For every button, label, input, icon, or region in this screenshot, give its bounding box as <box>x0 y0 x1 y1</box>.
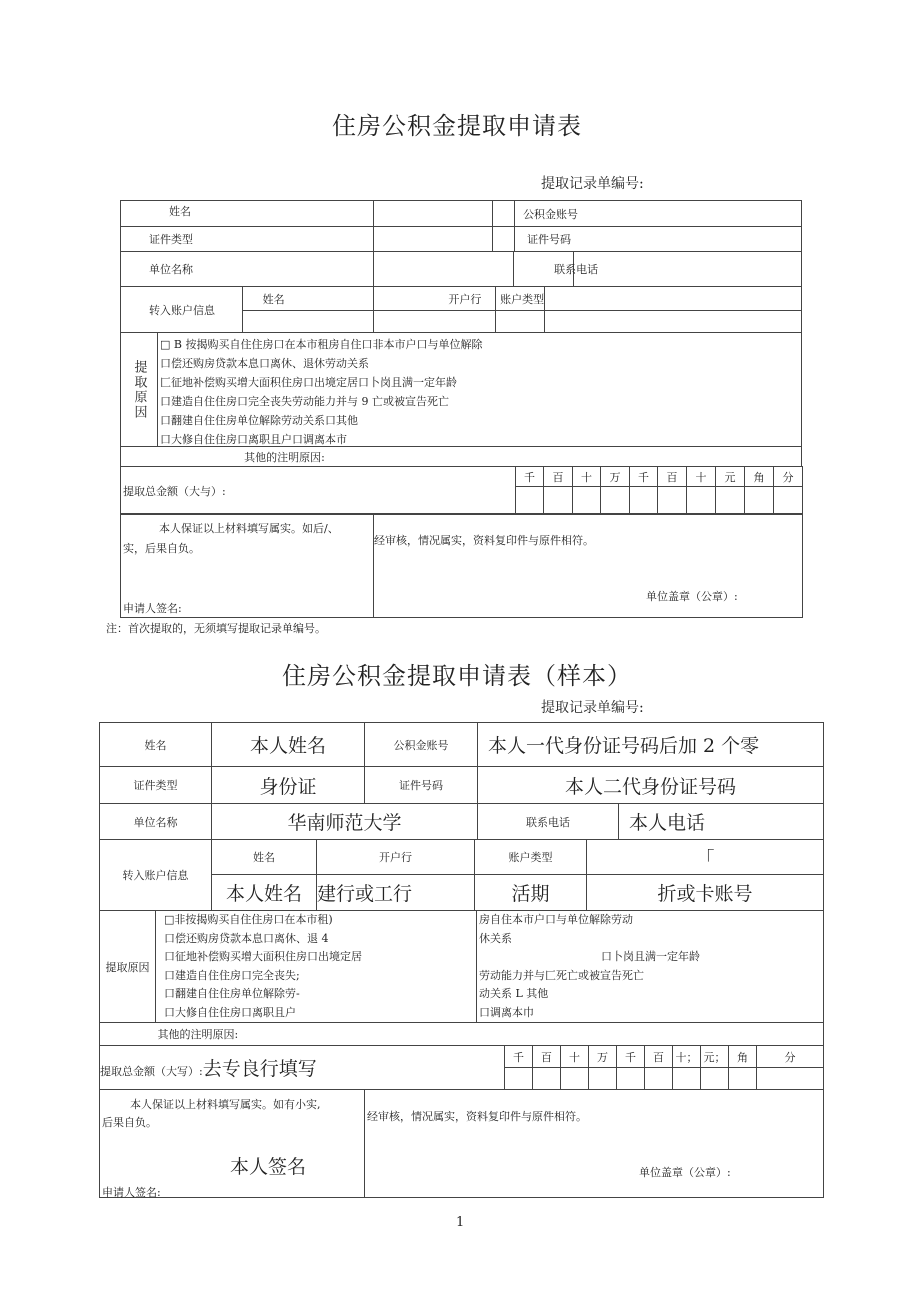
digit-field[interactable] <box>573 487 601 515</box>
id-type-value[interactable]: 身份证 <box>212 767 365 804</box>
unit-value[interactable]: 华南师范大学 <box>212 804 478 840</box>
t-bank-label-2: 开户行 <box>317 840 475 875</box>
pledge-cell-2 <box>100 1090 365 1198</box>
digit-field[interactable] <box>617 1068 645 1090</box>
digit-field[interactable] <box>630 487 658 515</box>
digit-qian2: 千 <box>630 467 658 487</box>
t-type-label-2: 账户类型 <box>475 840 587 875</box>
seal-label: 单位盖章（公章）: <box>646 590 738 603</box>
digit-bai: 百 <box>533 1046 561 1068</box>
reason-list-right <box>477 911 824 1023</box>
digit-wan: 万 <box>601 467 630 487</box>
id-type-field[interactable] <box>374 227 493 252</box>
reason-item[interactable]: 口偿还购房贷款本息口离休、退休劳动关系 <box>160 357 369 370</box>
digit-jiao: 角 <box>745 467 774 487</box>
t-name-value[interactable]: 本人姓名 <box>212 875 317 911</box>
reason-item[interactable]: 口翻建自住住房单位解除劳- <box>164 987 300 1000</box>
reason-item: 休关系 <box>479 931 512 945</box>
digit-field[interactable] <box>658 487 687 515</box>
id-no-label: 证件号码 <box>493 227 515 252</box>
id-type-label-2: 证件类型 <box>100 767 212 804</box>
id-no-label-2: 证件号码 <box>365 767 478 804</box>
t-account-value-field[interactable] <box>545 311 802 333</box>
sign-label: 申请人签名: <box>123 602 182 615</box>
reason-list <box>158 333 482 446</box>
digit-shi2: 十 <box>687 467 716 487</box>
t-name-label-2: 姓名 <box>212 840 317 875</box>
amount-label: 提取总金额（大与）: <box>121 467 516 515</box>
digit-field[interactable] <box>716 487 745 515</box>
t-type-field[interactable] <box>496 311 545 333</box>
digit-shi: 十 <box>573 467 601 487</box>
transfer-label: 转入账户信息 <box>121 287 243 333</box>
digit-field[interactable] <box>729 1068 757 1090</box>
review-cell <box>374 514 803 618</box>
reason-label-2: 提取原因 <box>100 911 156 1023</box>
pledge-line2: 实，后果自负。 <box>123 542 200 555</box>
reason-item[interactable]: □ B 按揭购买自住住房口在本市租房自住口非本市户口与单位解除 <box>160 338 483 351</box>
digit-field[interactable] <box>645 1068 673 1090</box>
account-label-2: 公积金账号 <box>365 723 478 767</box>
amount-cell-2 <box>100 1046 505 1090</box>
reason-label: 提取原因 <box>121 333 158 446</box>
digit-bai2: 百 <box>658 467 687 487</box>
digit-yuan: 元 <box>716 467 745 487</box>
form1-sign-table <box>120 513 803 618</box>
id-type-label: 证件类型 <box>121 227 374 252</box>
digit-field[interactable] <box>561 1068 589 1090</box>
digit-field[interactable] <box>589 1068 617 1090</box>
digit-jiao: 角 <box>729 1046 757 1068</box>
t-bank-field[interactable] <box>374 311 496 333</box>
phone-value[interactable]: 本人电话 <box>619 804 824 840</box>
t-type-value[interactable]: 活期 <box>475 875 587 911</box>
phone-label: 联系电话 <box>514 252 573 287</box>
form1-title: 住房公积金提取申请表 <box>332 112 582 140</box>
digit-field[interactable] <box>601 487 630 515</box>
digit-yuan: 元； <box>701 1046 729 1068</box>
form2-amount-table <box>99 1045 824 1090</box>
reason-item[interactable]: 匚征地补偿购买增大面积住房口出境定居口卜岗且满一定年龄 <box>160 376 457 389</box>
id-no-value[interactable]: 本人二代身份证号码 <box>478 767 824 804</box>
footnote: 注：首次提取的，无须填写提取记录单编号。 <box>106 622 326 635</box>
form2-title: 住房公积金提取申请表（样本） <box>282 662 632 690</box>
form2-transfer-table <box>99 839 824 911</box>
reason-item[interactable]: 口建造自住住房口完全丧失; <box>164 968 300 982</box>
sign-label-2: 申请人签名: <box>102 1186 161 1199</box>
form1-amount-table <box>120 466 803 515</box>
t-name-field[interactable] <box>242 311 374 333</box>
form2-reason-table <box>99 910 824 1046</box>
other-reason-label: 其他的注明原因: <box>242 447 801 467</box>
unit-field[interactable] <box>374 252 514 287</box>
reason-item[interactable]: 口偿还购房贷款本息口离休、退 4 <box>164 931 329 945</box>
digit-field[interactable] <box>673 1068 701 1090</box>
seal-label-2: 单位盖章（公章）: <box>639 1166 731 1179</box>
digit-shi: 十 <box>561 1046 589 1068</box>
form2-sign-table <box>99 1089 824 1198</box>
digit-field[interactable] <box>505 1068 533 1090</box>
reason-item: 房自住本市户口与单位解除劳动 <box>479 913 633 926</box>
digit-field[interactable] <box>701 1068 729 1090</box>
digit-qian: 千 <box>505 1046 533 1068</box>
pledge-line1: 本人保证以上材料填写属实。如后/、 <box>159 522 339 535</box>
reason-item: 口卜岗且满一定年龄 <box>601 950 700 963</box>
account-label: 公积金账号 <box>493 201 515 227</box>
digit-field[interactable] <box>516 487 544 515</box>
review-text: 经审核，情况属实，资料复印件与原件相符。 <box>374 534 594 547</box>
reason-item[interactable]: 口征地补偿购买增大面积住房口出境定居 <box>164 950 362 963</box>
reason-list-left <box>156 911 477 1023</box>
reason-item: 劳动能力并与匚死亡或被宣告死亡 <box>479 968 644 982</box>
name-label: 姓名 <box>169 205 191 218</box>
digit-field[interactable] <box>745 487 774 515</box>
reason-item: 口调离本巾 <box>479 1005 534 1019</box>
reason-item: 动关系 L 其他 <box>479 987 549 1000</box>
digit-field[interactable] <box>757 1068 824 1090</box>
digit-shi2: 十； <box>673 1046 701 1068</box>
digit-wan: 万 <box>589 1046 617 1068</box>
t-mark: 「 <box>587 840 824 875</box>
digit-qian2: 千 <box>617 1046 645 1068</box>
sign-value[interactable]: 本人签名 <box>230 1156 307 1178</box>
name-value[interactable]: 本人姓名 <box>212 723 365 767</box>
page-number: 1 <box>456 1215 465 1230</box>
digit-field[interactable] <box>533 1068 561 1090</box>
digit-field[interactable] <box>774 487 803 515</box>
form2-table <box>99 722 824 840</box>
reason-item[interactable]: □非按揭购买自住住房口在本市租) <box>164 913 333 926</box>
unit-label: 单位名称 <box>121 252 374 287</box>
form2-record-no-label: 提取记录单编号: <box>541 700 644 716</box>
pledge-cell <box>121 514 374 618</box>
digit-field[interactable] <box>544 487 573 515</box>
t-type-label: 账户类型 <box>496 287 545 311</box>
t-account-value[interactable]: 折或卡账号 <box>587 875 824 911</box>
phone-field[interactable] <box>573 252 802 287</box>
form1-record-no-label: 提取记录单编号: <box>541 176 644 192</box>
t-bank-value[interactable]: 建行或工行 <box>317 875 475 911</box>
reason-item[interactable]: 口大修自住住房口离职且户 <box>164 1005 296 1019</box>
t-bank-label: 开户行 <box>374 287 496 311</box>
other-reason-label-2: 其他的注明原因: <box>156 1023 824 1046</box>
amount-label-2: 提取总金额（大写）: <box>100 1065 203 1078</box>
reason-item[interactable]: 口翻建自住住房单位解除劳动关系口其他 <box>160 414 358 427</box>
reason-item[interactable]: 口建造自住住房口完全丧失劳动能力并与 9 亡或被宣告死亡 <box>160 395 449 408</box>
pledge-line1: 本人保证以上材料填写属实。如有小实, <box>130 1098 321 1111</box>
unit-label-2: 单位名称 <box>100 804 212 840</box>
digit-fen: 分 <box>757 1046 824 1068</box>
t-name-label: 姓名 <box>242 287 374 311</box>
digit-fen: 分 <box>774 467 803 487</box>
form1-table <box>120 200 802 467</box>
review-text: 经审核，情况属实，资料复印件与原件相符。 <box>367 1110 587 1123</box>
amount-value[interactable]: 去专良行填写 <box>202 1058 317 1080</box>
pledge-line2: 后果自负。 <box>102 1116 157 1129</box>
digit-bai: 百 <box>544 467 573 487</box>
account-value[interactable]: 本人一代身份证号码后加 2 个零 <box>478 723 824 767</box>
reason-item[interactable]: 口大修自住住房口离职且户口调离本市 <box>160 433 347 446</box>
phone-label-2: 联系电话 <box>478 804 619 840</box>
name-field[interactable] <box>374 201 493 227</box>
transfer-label-2: 转入账户信息 <box>100 840 212 911</box>
digit-qian: 千 <box>516 467 544 487</box>
digit-bai2: 百 <box>645 1046 673 1068</box>
digit-field[interactable] <box>687 487 716 515</box>
t-account-field[interactable] <box>545 287 802 311</box>
review-cell-2 <box>365 1090 824 1198</box>
name-label-2: 姓名 <box>100 723 212 767</box>
